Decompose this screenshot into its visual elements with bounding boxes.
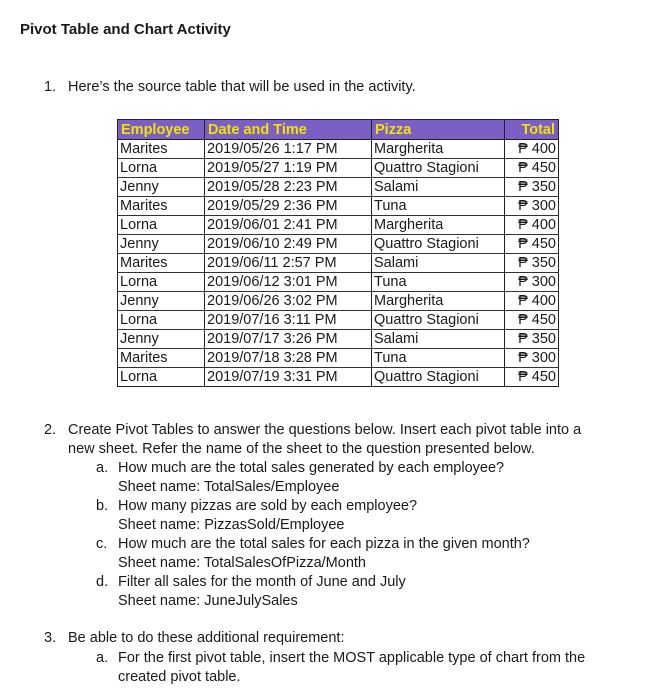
item-3a-line1: For the first pivot table, insert the MOST applicable type of chart from the — [118, 650, 586, 666]
cell-date-time: 2019/05/27 1:19 PM — [205, 159, 372, 178]
cell-employee: Jenny — [118, 178, 205, 197]
cell-total: ₱ 400 — [505, 216, 559, 235]
cell-total: ₱ 450 — [505, 235, 559, 254]
item-2b-letter: b. — [96, 498, 109, 514]
header-total: Total — [505, 120, 559, 140]
cell-employee: Jenny — [118, 330, 205, 349]
item-2c-letter: c. — [96, 536, 108, 552]
cell-total: ₱ 350 — [505, 178, 559, 197]
cell-employee: Lorna — [118, 216, 205, 235]
item-2a-question: How much are the total sales generated by each employee? — [118, 460, 505, 476]
cell-pizza: Tuna — [372, 197, 505, 216]
item-2b-sheet: Sheet name: PizzasSold/Employee — [118, 517, 345, 533]
cell-employee: Marites — [118, 197, 205, 216]
table-row — [118, 349, 559, 368]
cell-pizza: Quattro Stagioni — [372, 368, 505, 387]
table-row — [118, 311, 559, 330]
cell-pizza: Salami — [372, 254, 505, 273]
cell-date-time: 2019/06/12 3:01 PM — [205, 273, 372, 292]
cell-date-time: 2019/05/26 1:17 PM — [205, 140, 372, 159]
cell-pizza: Margherita — [372, 292, 505, 311]
table-header-row — [118, 120, 559, 140]
item-2d-sheet: Sheet name: JuneJulySales — [118, 593, 298, 609]
cell-total: ₱ 350 — [505, 330, 559, 349]
cell-employee: Lorna — [118, 368, 205, 387]
cell-pizza: Quattro Stagioni — [372, 235, 505, 254]
cell-total: ₱ 300 — [505, 197, 559, 216]
item-3-number: 3. — [44, 630, 57, 646]
cell-employee: Lorna — [118, 159, 205, 178]
cell-date-time: 2019/07/17 3:26 PM — [205, 330, 372, 349]
item-2c-question: How much are the total sales for each pizza in the given month? — [118, 536, 530, 552]
table-row — [118, 159, 559, 178]
item-2d-letter: d. — [96, 574, 109, 590]
header-employee: Employee — [118, 120, 205, 140]
cell-employee: Marites — [118, 254, 205, 273]
header-date-time: Date and Time — [205, 120, 372, 140]
item-2-line2: new sheet. Refer the name of the sheet to the question presented below. — [68, 441, 535, 457]
item-3-text: Be able to do these additional requirement: — [68, 630, 345, 646]
cell-pizza: Quattro Stagioni — [372, 311, 505, 330]
cell-total: ₱ 450 — [505, 159, 559, 178]
cell-total: ₱ 300 — [505, 273, 559, 292]
cell-pizza: Tuna — [372, 349, 505, 368]
cell-pizza: Tuna — [372, 273, 505, 292]
item-1-text: Here’s the source table that will be used in the activity. — [68, 79, 416, 95]
cell-employee: Jenny — [118, 235, 205, 254]
table-row — [118, 368, 559, 387]
cell-date-time: 2019/06/26 3:02 PM — [205, 292, 372, 311]
cell-date-time: 2019/07/19 3:31 PM — [205, 368, 372, 387]
cell-pizza: Margherita — [372, 216, 505, 235]
cell-date-time: 2019/06/11 2:57 PM — [205, 254, 372, 273]
cell-employee: Marites — [118, 349, 205, 368]
item-2a-letter: a. — [96, 460, 109, 476]
table-row — [118, 235, 559, 254]
cell-total: ₱ 400 — [505, 140, 559, 159]
table-row — [118, 216, 559, 235]
table-row — [118, 292, 559, 311]
cell-total: ₱ 350 — [505, 254, 559, 273]
cell-employee: Lorna — [118, 311, 205, 330]
cell-total: ₱ 300 — [505, 349, 559, 368]
cell-total: ₱ 400 — [505, 292, 559, 311]
item-3a-letter: a. — [96, 650, 109, 666]
cell-date-time: 2019/06/10 2:49 PM — [205, 235, 372, 254]
cell-pizza: Margherita — [372, 140, 505, 159]
item-2a-sheet: Sheet name: TotalSales/Employee — [118, 479, 340, 495]
cell-employee: Marites — [118, 140, 205, 159]
cell-total: ₱ 450 — [505, 368, 559, 387]
header-pizza: Pizza — [372, 120, 505, 140]
source-table — [117, 119, 559, 387]
table-row — [118, 178, 559, 197]
table-row — [118, 273, 559, 292]
item-2c-sheet: Sheet name: TotalSalesOfPizza/Month — [118, 555, 366, 571]
page-title: Pivot Table and Chart Activity — [20, 21, 231, 38]
item-2b-question: How many pizzas are sold by each employee? — [118, 498, 418, 514]
cell-employee: Lorna — [118, 273, 205, 292]
table-row — [118, 330, 559, 349]
cell-pizza: Quattro Stagioni — [372, 159, 505, 178]
cell-total: ₱ 450 — [505, 311, 559, 330]
table-row — [118, 254, 559, 273]
cell-pizza: Salami — [372, 178, 505, 197]
item-1-number: 1. — [44, 79, 57, 95]
item-2-number: 2. — [44, 422, 57, 438]
cell-pizza: Salami — [372, 330, 505, 349]
table-row — [118, 140, 559, 159]
cell-date-time: 2019/05/28 2:23 PM — [205, 178, 372, 197]
item-2-line1: Create Pivot Tables to answer the questions below. Insert each pivot table into a — [68, 422, 582, 438]
cell-date-time: 2019/06/01 2:41 PM — [205, 216, 372, 235]
cell-date-time: 2019/07/16 3:11 PM — [205, 311, 372, 330]
cell-date-time: 2019/07/18 3:28 PM — [205, 349, 372, 368]
cell-employee: Jenny — [118, 292, 205, 311]
item-3a-line2: created pivot table. — [118, 669, 241, 685]
table-row — [118, 197, 559, 216]
cell-date-time: 2019/05/29 2:36 PM — [205, 197, 372, 216]
item-2d-question: Filter all sales for the month of June and July — [118, 574, 406, 590]
